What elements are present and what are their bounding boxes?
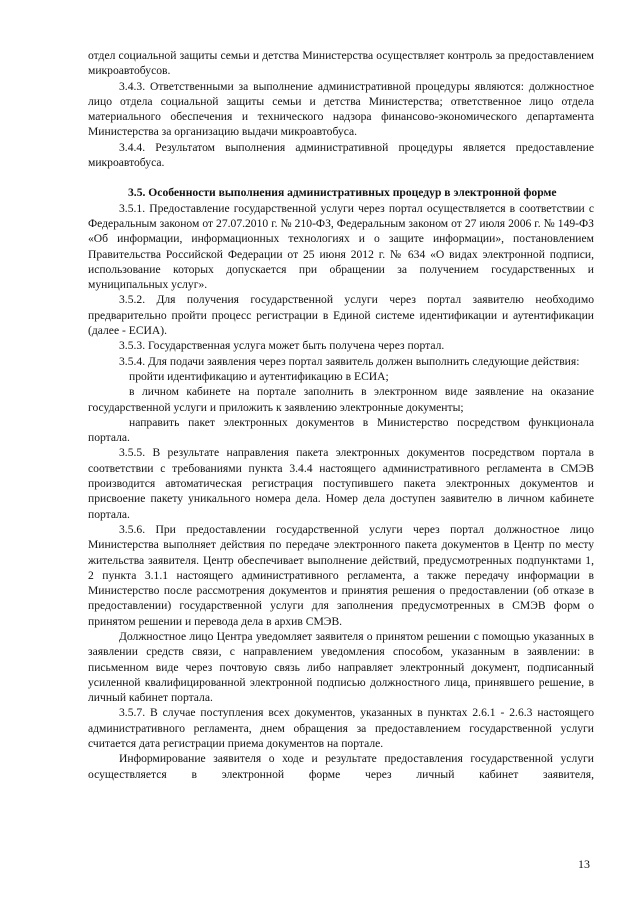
paragraph-3-5-4: 3.5.4. Для подачи заявления через портал заявитель должен выполнить следующие действия: xyxy=(119,354,580,368)
paragraph-center-notice: Должностное лицо Центра уведомляет заявителя о принятом решении с помощью указанных в заявлении средств связи, с направлением уведомления способом, указанным в заявлении: в письменном виде через почтовую связь либо направляет электронный документ, подписанный усиленной квалифицированной электронной подписью должностного лица, принявшего решение, в личный кабинет портала. xyxy=(88,629,594,705)
document-page xyxy=(88,48,594,782)
paragraph-3-4-4: 3.4.4. Результатом выполнения административной процедуры является предоставление микроавтобуса. xyxy=(88,140,594,170)
paragraph-3-5-7: 3.5.7. В случае поступления всех документов, указанных в пунктах 2.6.1 - 2.6.3 настоящего административного регламента, днем обращения за предоставлением государственной услуги считается дата регистрации приема документов на портале. xyxy=(88,706,594,751)
list-item-send: направить пакет электронных документов в Министерство посредством функционала портала. xyxy=(88,415,594,445)
list-item-esia: пройти идентификацию и аутентификацию в ЕСИА; xyxy=(129,369,389,383)
list-item-cabinet: в личном кабинете на портале заполнить в электронном виде заявление на оказание государственной услуги и приложить к заявлению электронные документы; xyxy=(88,385,594,414)
section-heading-3-5: 3.5. Особенности выполнения административных процедур в электронной форме xyxy=(128,186,557,200)
paragraph-3-5-3: 3.5.3. Государственная услуга может быть получена через портал. xyxy=(119,339,445,353)
paragraph-informing: Информирование заявителя о ходе и результате предоставления государственной услуги осуществляется в электронной форме через личный кабинет заявителя, xyxy=(88,752,594,781)
paragraph-continuation: отдел социальной защиты семьи и детства Министерства осуществляет контроль за предоставлением микроавтобусов. xyxy=(88,49,594,78)
paragraph-3-5-2: 3.5.2. Для получения государственной услуги через портал заявителю необходимо предварительно пройти процесс регистрации в Единой системе идентификации и аутентификации (далее - ЕСИА). xyxy=(88,293,594,338)
paragraph-3-5-5: 3.5.5. В результате направления пакета электронных документов посредством портала в соответствии с требованиями пункта 3.4.4 настоящего административного регламента в СМЭВ производится автоматическая регистрация поступившего пакета электронных документов и присвоение пакету уникального номера дела. Номер дела доступен заявителю в личном кабинете портала. xyxy=(88,446,594,521)
paragraph-3-5-6: 3.5.6. При предоставлении государственной услуги через портал должностное лицо Министерства выполняет действия по передаче электронного пакета документов в Центр по месту жительства заявителя. Центр обеспечивает выполнение действий, предусмотренных подпунктами 1, 2 пункта 3.1.1 настоящего административного регламента, а также передачу информации в Министерство после рассмотрения документов и принятия решения о предоставлении (об отказе в предоставлении) государственной услуги для заполнения предусмотренных в СМЭВ форм о принятом решении и перевода дела в архив СМЭВ. xyxy=(88,522,594,628)
paragraph-3-5-1: 3.5.1. Предоставление государственной услуги через портал осуществляется в соответствии с Федеральным законом от 27.07.2010 г. № 210-ФЗ, Федеральным законом от 27 июля 2006 г. № 149-ФЗ «Об информации, информационных технологиях и о защите информации», постановлением Правительства Российской Федерации от 25 июня 2012 г. № 634 «О видах электронной подписи, использование которых допускается при обращении за получением государственных и муниципальных услуг». xyxy=(88,201,594,292)
page-number: 13 xyxy=(578,857,590,871)
paragraph-3-4-3: 3.4.3. Ответственными за выполнение административной процедуры являются: должностное лицо отдела социальной защиты семьи и детства Министерства; ответственное лицо отдела материального обеспечения и технического надзора финансово-экономического департамента Министерства за организацию выдачи микроавтобуса. xyxy=(88,79,594,139)
